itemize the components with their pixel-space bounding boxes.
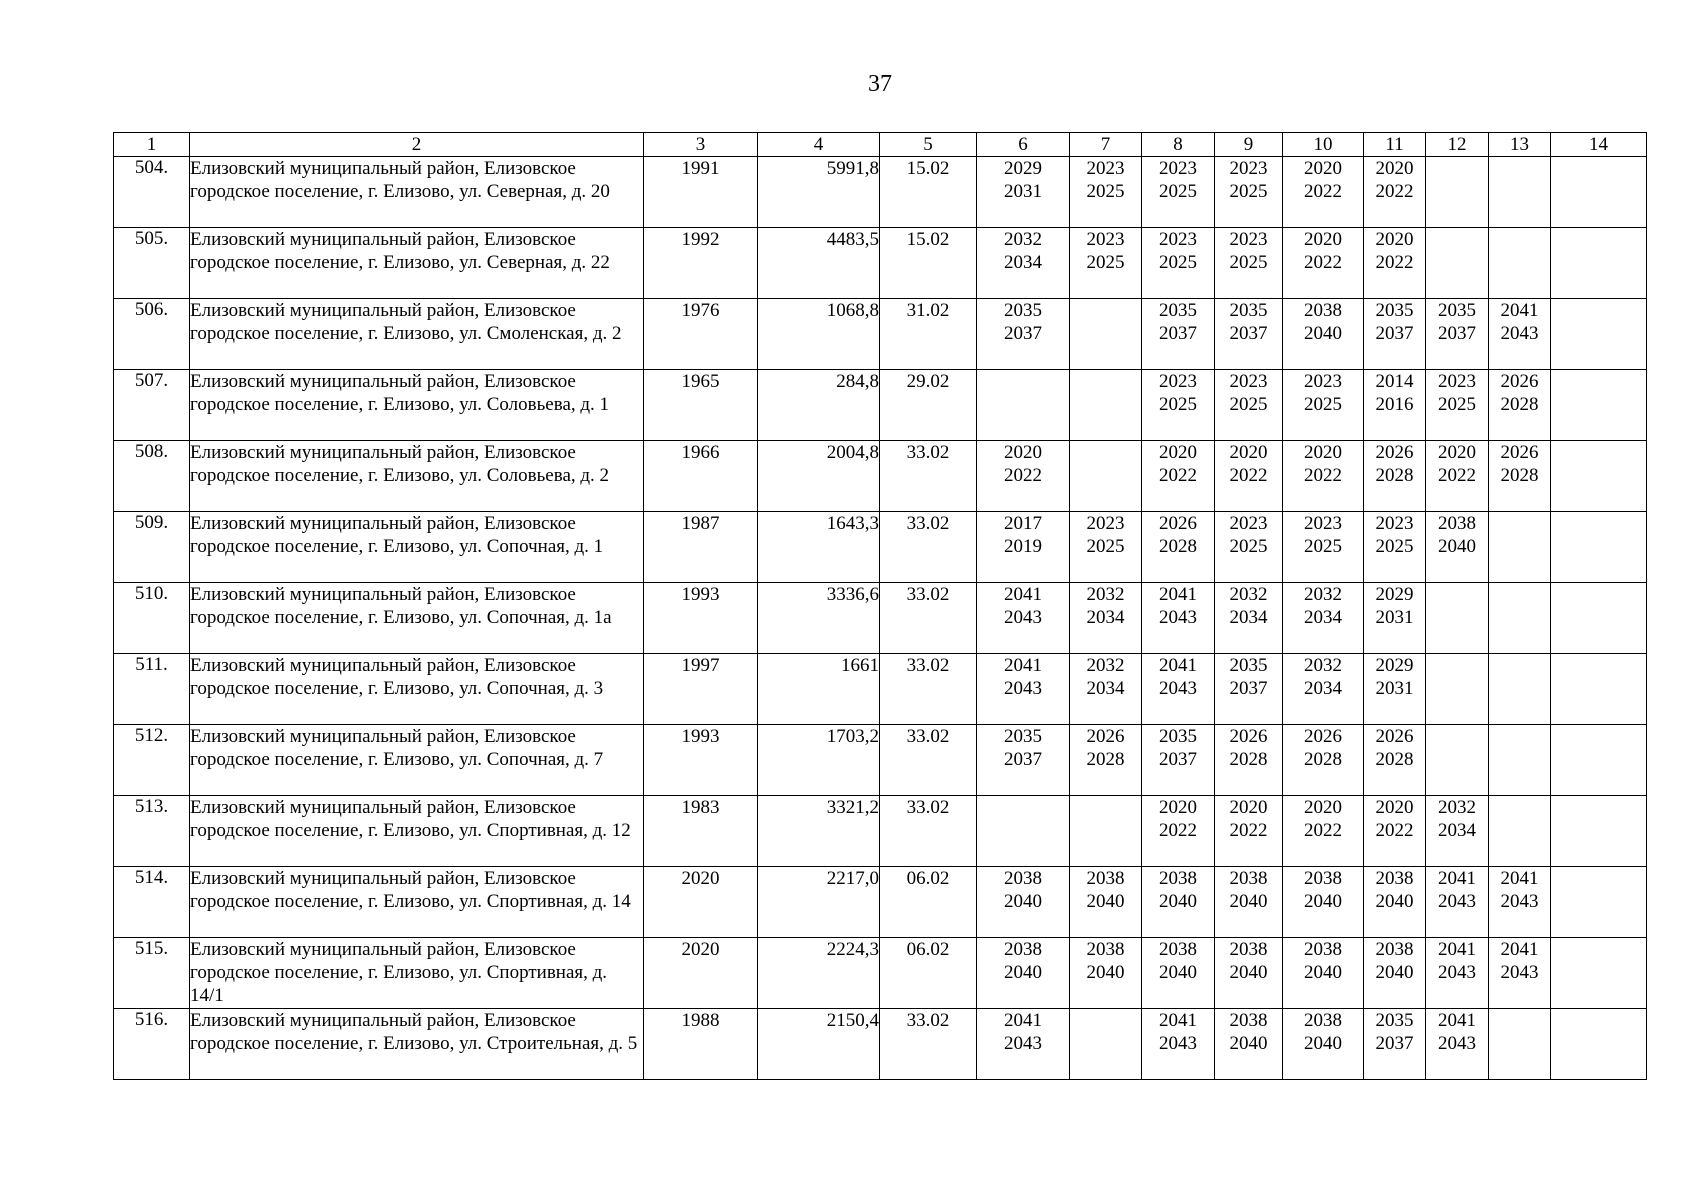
col11-cell: 2026 2028 [1364, 441, 1426, 512]
col8-cell: 2020 2022 [1142, 441, 1215, 512]
col14-cell [1551, 228, 1647, 299]
col8-cell: 2038 2040 [1142, 938, 1215, 1009]
header-cell: 12 [1426, 133, 1489, 157]
col12-cell: 2023 2025 [1426, 370, 1489, 441]
address-cell: Елизовский муниципальный район, Елизовское городское поселение, г. Елизово, ул. Сопочная, д. 3 [190, 654, 644, 725]
col13-cell [1489, 157, 1551, 228]
col9-cell: 2023 2025 [1215, 157, 1283, 228]
table-header-row [114, 133, 1647, 157]
col12-cell: 2041 2043 [1426, 1009, 1489, 1080]
address-cell: Елизовский муниципальный район, Елизовское городское поселение, г. Елизово, ул. Спортивная, д. 14/1 [190, 938, 644, 1009]
header-cell: 8 [1142, 133, 1215, 157]
col13-cell [1489, 654, 1551, 725]
table-row [114, 228, 1647, 299]
area-cell: 284,8 [758, 370, 880, 441]
area-cell: 2224,3 [758, 938, 880, 1009]
col8-cell: 2023 2025 [1142, 370, 1215, 441]
col6-cell: 2032 2034 [977, 228, 1070, 299]
col9-cell: 2023 2025 [1215, 228, 1283, 299]
col13-cell [1489, 512, 1551, 583]
year-cell: 2020 [644, 938, 758, 1009]
year-cell: 1992 [644, 228, 758, 299]
year-cell: 1983 [644, 796, 758, 867]
row-number: 515. [114, 938, 190, 1009]
address-cell: Елизовский муниципальный район, Елизовское городское поселение, г. Елизово, ул. Сопочная, д. 1 [190, 512, 644, 583]
address-cell: Елизовский муниципальный район, Елизовское городское поселение, г. Елизово, ул. Смоленская, д. 2 [190, 299, 644, 370]
address-cell: Елизовский муниципальный район, Елизовское городское поселение, г. Елизово, ул. Северная, д. 22 [190, 228, 644, 299]
col12-cell [1426, 725, 1489, 796]
header-cell: 13 [1489, 133, 1551, 157]
table-row [114, 654, 1647, 725]
table-row [114, 299, 1647, 370]
col12-cell [1426, 654, 1489, 725]
col13-cell: 2041 2043 [1489, 299, 1551, 370]
col14-cell [1551, 1009, 1647, 1080]
code-cell: 31.02 [880, 299, 977, 370]
year-cell: 1997 [644, 654, 758, 725]
col14-cell [1551, 725, 1647, 796]
code-cell: 33.02 [880, 583, 977, 654]
col12-cell: 2020 2022 [1426, 441, 1489, 512]
col6-cell: 2029 2031 [977, 157, 1070, 228]
code-cell: 33.02 [880, 725, 977, 796]
area-cell: 1661 [758, 654, 880, 725]
row-number: 513. [114, 796, 190, 867]
header-cell: 11 [1364, 133, 1426, 157]
header-cell: 6 [977, 133, 1070, 157]
row-number: 509. [114, 512, 190, 583]
col14-cell [1551, 299, 1647, 370]
col10-cell: 2020 2022 [1283, 441, 1364, 512]
code-cell: 15.02 [880, 157, 977, 228]
col11-cell: 2038 2040 [1364, 867, 1426, 938]
col7-cell: 2038 2040 [1070, 938, 1142, 1009]
year-cell: 1987 [644, 512, 758, 583]
year-cell: 1991 [644, 157, 758, 228]
col9-cell: 2023 2025 [1215, 512, 1283, 583]
header-cell: 2 [190, 133, 644, 157]
header-cell: 14 [1551, 133, 1647, 157]
header-cell: 9 [1215, 133, 1283, 157]
address-cell: Елизовский муниципальный район, Елизовское городское поселение, г. Елизово, ул. Северная, д. 20 [190, 157, 644, 228]
col14-cell [1551, 441, 1647, 512]
area-cell: 2150,4 [758, 1009, 880, 1080]
col13-cell [1489, 583, 1551, 654]
col13-cell: 2026 2028 [1489, 370, 1551, 441]
year-cell: 1976 [644, 299, 758, 370]
col12-cell: 2035 2037 [1426, 299, 1489, 370]
col6-cell: 2041 2043 [977, 654, 1070, 725]
col9-cell: 2035 2037 [1215, 654, 1283, 725]
col7-cell: 2026 2028 [1070, 725, 1142, 796]
col6-cell: 2041 2043 [977, 1009, 1070, 1080]
col10-cell: 2032 2034 [1283, 583, 1364, 654]
col13-cell [1489, 796, 1551, 867]
col13-cell: 2041 2043 [1489, 938, 1551, 1009]
area-cell: 4483,5 [758, 228, 880, 299]
col11-cell: 2023 2025 [1364, 512, 1426, 583]
col9-cell: 2023 2025 [1215, 370, 1283, 441]
year-cell: 1965 [644, 370, 758, 441]
col6-cell [977, 370, 1070, 441]
col10-cell: 2026 2028 [1283, 725, 1364, 796]
col12-cell [1426, 583, 1489, 654]
col9-cell: 2020 2022 [1215, 796, 1283, 867]
col8-cell: 2041 2043 [1142, 654, 1215, 725]
col10-cell: 2020 2022 [1283, 157, 1364, 228]
col11-cell: 2035 2037 [1364, 1009, 1426, 1080]
col13-cell [1489, 1009, 1551, 1080]
header-cell: 10 [1283, 133, 1364, 157]
col12-cell: 2041 2043 [1426, 938, 1489, 1009]
col7-cell: 2032 2034 [1070, 583, 1142, 654]
area-cell: 1643,3 [758, 512, 880, 583]
header-cell: 1 [114, 133, 190, 157]
col8-cell: 2038 2040 [1142, 867, 1215, 938]
col13-cell: 2026 2028 [1489, 441, 1551, 512]
col8-cell: 2023 2025 [1142, 157, 1215, 228]
address-cell: Елизовский муниципальный район, Елизовское городское поселение, г. Елизово, ул. Сопочная, д. 1а [190, 583, 644, 654]
col10-cell: 2023 2025 [1283, 370, 1364, 441]
col11-cell: 2020 2022 [1364, 796, 1426, 867]
col7-cell [1070, 370, 1142, 441]
col11-cell: 2029 2031 [1364, 583, 1426, 654]
year-cell: 1993 [644, 583, 758, 654]
area-cell: 3336,6 [758, 583, 880, 654]
col8-cell: 2035 2037 [1142, 725, 1215, 796]
col6-cell: 2035 2037 [977, 725, 1070, 796]
col12-cell: 2032 2034 [1426, 796, 1489, 867]
col14-cell [1551, 370, 1647, 441]
row-number: 505. [114, 228, 190, 299]
col13-cell [1489, 725, 1551, 796]
code-cell: 33.02 [880, 654, 977, 725]
col14-cell [1551, 512, 1647, 583]
col6-cell [977, 796, 1070, 867]
col10-cell: 2038 2040 [1283, 867, 1364, 938]
col11-cell: 2029 2031 [1364, 654, 1426, 725]
code-cell: 33.02 [880, 796, 977, 867]
code-cell: 15.02 [880, 228, 977, 299]
row-number: 504. [114, 157, 190, 228]
table-row [114, 441, 1647, 512]
col8-cell: 2035 2037 [1142, 299, 1215, 370]
header-cell: 7 [1070, 133, 1142, 157]
address-cell: Елизовский муниципальный район, Елизовское городское поселение, г. Елизово, ул. Строительная, д. 5 [190, 1009, 644, 1080]
code-cell: 06.02 [880, 938, 977, 1009]
col7-cell: 2023 2025 [1070, 228, 1142, 299]
address-cell: Елизовский муниципальный район, Елизовское городское поселение, г. Елизово, ул. Соловьева, д. 1 [190, 370, 644, 441]
table-row [114, 157, 1647, 228]
col12-cell: 2038 2040 [1426, 512, 1489, 583]
col12-cell [1426, 228, 1489, 299]
col7-cell [1070, 1009, 1142, 1080]
col9-cell: 2026 2028 [1215, 725, 1283, 796]
col7-cell [1070, 299, 1142, 370]
page-number: 37 [868, 71, 892, 97]
code-cell: 33.02 [880, 1009, 977, 1080]
col10-cell: 2038 2040 [1283, 1009, 1364, 1080]
col11-cell: 2038 2040 [1364, 938, 1426, 1009]
col11-cell: 2020 2022 [1364, 157, 1426, 228]
table-row [114, 1009, 1647, 1080]
col7-cell: 2023 2025 [1070, 512, 1142, 583]
row-number: 512. [114, 725, 190, 796]
col7-cell [1070, 796, 1142, 867]
col9-cell: 2038 2040 [1215, 938, 1283, 1009]
col11-cell: 2026 2028 [1364, 725, 1426, 796]
area-cell: 5991,8 [758, 157, 880, 228]
col14-cell [1551, 654, 1647, 725]
col9-cell: 2035 2037 [1215, 299, 1283, 370]
col7-cell: 2032 2034 [1070, 654, 1142, 725]
year-cell: 1966 [644, 441, 758, 512]
table-row [114, 867, 1647, 938]
code-cell: 06.02 [880, 867, 977, 938]
address-cell: Елизовский муниципальный район, Елизовское городское поселение, г. Елизово, ул. Сопочная, д. 7 [190, 725, 644, 796]
col6-cell: 2041 2043 [977, 583, 1070, 654]
header-cell: 4 [758, 133, 880, 157]
address-cell: Елизовский муниципальный район, Елизовское городское поселение, г. Елизово, ул. Соловьева, д. 2 [190, 441, 644, 512]
table-row [114, 938, 1647, 1009]
col8-cell: 2023 2025 [1142, 228, 1215, 299]
code-cell: 33.02 [880, 512, 977, 583]
table-row [114, 725, 1647, 796]
row-number: 514. [114, 867, 190, 938]
col7-cell: 2023 2025 [1070, 157, 1142, 228]
col14-cell [1551, 583, 1647, 654]
col14-cell [1551, 867, 1647, 938]
col6-cell: 2035 2037 [977, 299, 1070, 370]
row-number: 506. [114, 299, 190, 370]
col14-cell [1551, 796, 1647, 867]
col6-cell: 2020 2022 [977, 441, 1070, 512]
col10-cell: 2038 2040 [1283, 299, 1364, 370]
col12-cell: 2041 2043 [1426, 867, 1489, 938]
col9-cell: 2032 2034 [1215, 583, 1283, 654]
col13-cell [1489, 228, 1551, 299]
col10-cell: 2038 2040 [1283, 938, 1364, 1009]
col6-cell: 2038 2040 [977, 867, 1070, 938]
code-cell: 29.02 [880, 370, 977, 441]
row-number: 511. [114, 654, 190, 725]
col7-cell: 2038 2040 [1070, 867, 1142, 938]
address-cell: Елизовский муниципальный район, Елизовское городское поселение, г. Елизово, ул. Спортивная, д. 14 [190, 867, 644, 938]
header-cell: 3 [644, 133, 758, 157]
col8-cell: 2026 2028 [1142, 512, 1215, 583]
col11-cell: 2014 2016 [1364, 370, 1426, 441]
row-number: 507. [114, 370, 190, 441]
col8-cell: 2020 2022 [1142, 796, 1215, 867]
col10-cell: 2020 2022 [1283, 796, 1364, 867]
area-cell: 2004,8 [758, 441, 880, 512]
year-cell: 2020 [644, 867, 758, 938]
area-cell: 2217,0 [758, 867, 880, 938]
table-row [114, 370, 1647, 441]
col11-cell: 2035 2037 [1364, 299, 1426, 370]
table-body [114, 157, 1647, 1080]
col7-cell [1070, 441, 1142, 512]
header-cell: 5 [880, 133, 977, 157]
col9-cell: 2038 2040 [1215, 867, 1283, 938]
row-number: 508. [114, 441, 190, 512]
area-cell: 3321,2 [758, 796, 880, 867]
table-row [114, 583, 1647, 654]
row-number: 510. [114, 583, 190, 654]
col10-cell: 2032 2034 [1283, 654, 1364, 725]
col12-cell [1426, 157, 1489, 228]
table-row [114, 512, 1647, 583]
col10-cell: 2020 2022 [1283, 228, 1364, 299]
registry-table [113, 132, 1647, 1080]
year-cell: 1988 [644, 1009, 758, 1080]
col9-cell: 2020 2022 [1215, 441, 1283, 512]
col8-cell: 2041 2043 [1142, 1009, 1215, 1080]
year-cell: 1993 [644, 725, 758, 796]
table-row [114, 796, 1647, 867]
col14-cell [1551, 938, 1647, 1009]
col14-cell [1551, 157, 1647, 228]
area-cell: 1068,8 [758, 299, 880, 370]
row-number: 516. [114, 1009, 190, 1080]
col11-cell: 2020 2022 [1364, 228, 1426, 299]
col6-cell: 2038 2040 [977, 938, 1070, 1009]
col10-cell: 2023 2025 [1283, 512, 1364, 583]
area-cell: 1703,2 [758, 725, 880, 796]
col9-cell: 2038 2040 [1215, 1009, 1283, 1080]
col13-cell: 2041 2043 [1489, 867, 1551, 938]
col6-cell: 2017 2019 [977, 512, 1070, 583]
code-cell: 33.02 [880, 441, 977, 512]
col8-cell: 2041 2043 [1142, 583, 1215, 654]
address-cell: Елизовский муниципальный район, Елизовское городское поселение, г. Елизово, ул. Спортивная, д. 12 [190, 796, 644, 867]
